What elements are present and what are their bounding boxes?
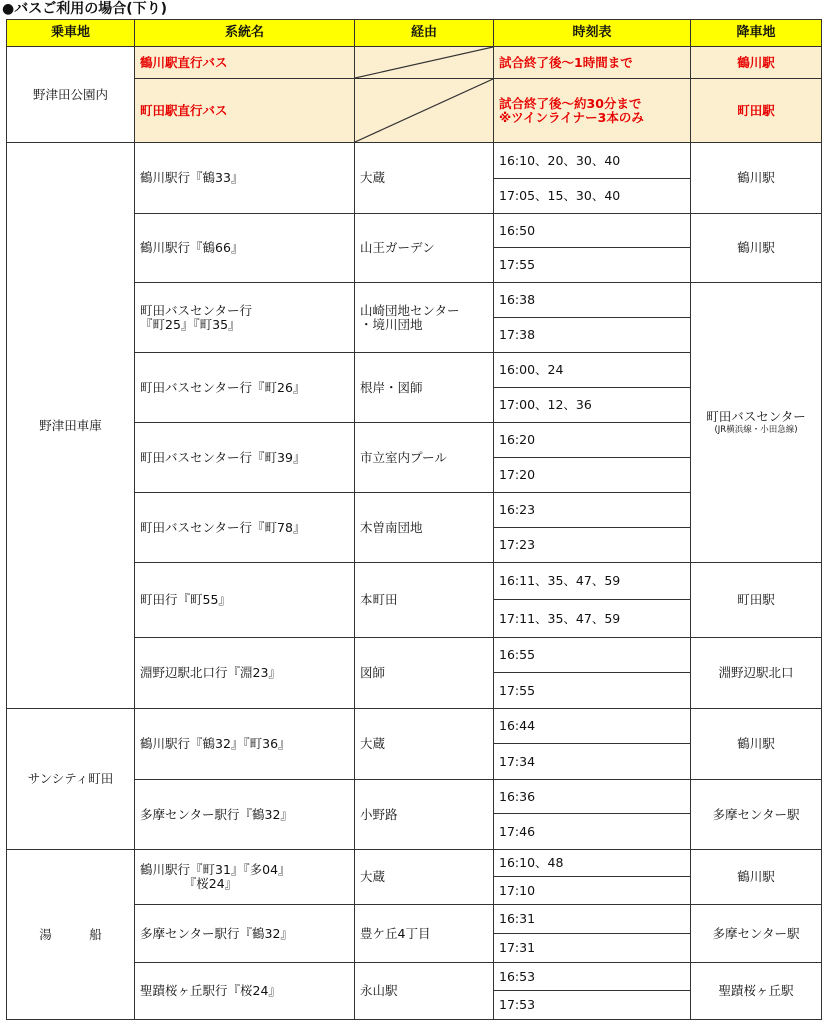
alighting-stop: 淵野辺駅北口: [691, 638, 822, 709]
route-name: [135, 638, 355, 709]
via: [355, 850, 494, 905]
line-text: 多摩センター駅行『鶴32』: [140, 925, 293, 941]
alighting-stop: 鶴川駅: [691, 47, 822, 79]
route-name: [135, 423, 355, 493]
boarding-stop: 湯 船: [7, 850, 135, 1020]
route-name: 町田駅直行バス: [135, 79, 355, 143]
alighting-stop: 町田駅: [691, 563, 822, 638]
line-text: 淵野辺駅北口行『淵23』: [140, 665, 281, 680]
alighting-stop: 多摩センター駅: [691, 780, 822, 850]
departure-times: 17:55: [494, 248, 691, 283]
departure-times: 16:10、20、30、40: [494, 143, 691, 179]
departure-times: 16:10、48: [494, 850, 691, 877]
line-text: 町田バスセンター行『町39』: [140, 449, 306, 465]
line-text: 鶴川駅行『鶴66』: [140, 240, 244, 255]
timetable-row: [7, 850, 822, 877]
departure-times: 16:55: [494, 638, 691, 673]
via: [355, 563, 494, 638]
line-text: 鶴川駅行『鶴32』『町36』: [140, 736, 291, 751]
alighting-stop: 鶴川駅: [691, 214, 822, 283]
route-name: [135, 709, 355, 780]
line-text: 鶴川駅行『鶴33』: [140, 170, 244, 185]
departure-times: 16:36: [494, 780, 691, 814]
alighting-stop: 鶴川駅: [691, 850, 822, 905]
boarding-stop: 野津田車庫: [7, 143, 135, 709]
header-via: 経由: [355, 20, 494, 47]
line-text: 小野路: [360, 806, 398, 822]
line-text: 山王ガーデン: [360, 240, 435, 255]
via: [355, 143, 494, 214]
via: [355, 353, 494, 423]
boarding-stop: 野津田公園内: [7, 47, 135, 143]
line-text: 多摩センター駅行『鶴32』: [140, 806, 293, 822]
route-name: [135, 905, 355, 963]
line-text: 図師: [360, 665, 386, 680]
line-text: 鶴川駅行『町31』『多04』: [140, 862, 291, 877]
via: [355, 905, 494, 963]
via: [355, 493, 494, 563]
line-text: 木曽南団地: [360, 519, 423, 535]
departure-times: 17:53: [494, 991, 691, 1020]
via: [355, 283, 494, 353]
line-text: 町田バスセンター行『町78』: [140, 519, 306, 535]
departure-times: 17:00、12、36: [494, 388, 691, 423]
alighting-stop: 鶴川駅: [691, 709, 822, 780]
merged-dest-sub: (JR横浜線・小田急線): [714, 425, 798, 435]
direct-bus-row: [7, 47, 822, 79]
line-text: 大蔵: [360, 869, 386, 884]
line-text: 大蔵: [360, 170, 386, 185]
route-name: [135, 283, 355, 353]
departure-times: 16:11、35、47、59: [494, 563, 691, 600]
via: [355, 214, 494, 283]
service-hours: [494, 79, 691, 143]
line-text: 本町田: [360, 592, 398, 607]
departure-times: 17:11、35、47、59: [494, 600, 691, 638]
departure-times: 16:20: [494, 423, 691, 458]
departure-times: 16:53: [494, 963, 691, 991]
line-text: 試合終了後～約30分まで: [499, 95, 642, 111]
timetable-row: [7, 143, 822, 179]
departure-times: 16:44: [494, 709, 691, 744]
via: [355, 638, 494, 709]
departure-times: 17:20: [494, 458, 691, 493]
alighting-stop: 町田駅: [691, 79, 822, 143]
route-name: [135, 780, 355, 850]
service-hours: [494, 47, 691, 79]
line-text: 町田バスセンター行『町26』: [140, 379, 306, 395]
departure-times: 16:00、24: [494, 353, 691, 388]
boarding-stop: サンシティ町田: [7, 709, 135, 850]
departure-times: 16:31: [494, 905, 691, 934]
via-cell-empty: [355, 47, 494, 79]
header-route-name: 系統名: [135, 20, 355, 47]
departure-times: 17:23: [494, 528, 691, 563]
departure-times: 16:38: [494, 283, 691, 318]
route-name: [135, 963, 355, 1020]
bus-timetable: [6, 19, 822, 1020]
line-text: 聖蹟桜ヶ丘駅行『桜24』: [140, 983, 281, 998]
route-name: [135, 214, 355, 283]
timetable-row: [7, 709, 822, 744]
line-text: ※ツインライナー3本のみ: [499, 109, 644, 125]
departure-times: 16:23: [494, 493, 691, 528]
route-name: 鶴川駅直行バス: [135, 47, 355, 79]
via: [355, 423, 494, 493]
route-name: [135, 850, 355, 905]
header-row: [7, 20, 822, 47]
header-alighting-stop: 降車地: [691, 20, 822, 47]
line-text: 永山駅: [360, 983, 398, 998]
route-name: [135, 353, 355, 423]
departure-times: 17:38: [494, 318, 691, 353]
route-name: [135, 143, 355, 214]
departure-times: 17:55: [494, 673, 691, 709]
line-text: 『桜24』: [140, 876, 238, 891]
departure-times: 17:31: [494, 934, 691, 963]
line-text: 豊ケ丘4丁目: [360, 925, 431, 941]
alighting-stop-merged: [691, 283, 822, 563]
departure-times: 17:10: [494, 877, 691, 905]
line-text: 『町25』『町35』: [140, 316, 241, 332]
departure-times: 17:05、15、30、40: [494, 179, 691, 214]
departure-times: 17:46: [494, 814, 691, 850]
line-text: 市立室内プール: [360, 449, 447, 465]
merged-dest-name: 町田バスセンター: [706, 409, 806, 424]
line-text: 町田バスセンター行: [140, 302, 253, 318]
via-cell-empty: [355, 79, 494, 143]
alighting-stop: 聖蹟桜ヶ丘駅: [691, 963, 822, 1020]
departure-times: 17:34: [494, 744, 691, 780]
alighting-stop: 多摩センター駅: [691, 905, 822, 963]
route-name: [135, 563, 355, 638]
via: [355, 780, 494, 850]
header-boarding-stop: 乗車地: [7, 20, 135, 47]
line-text: 試合終了後～1時間まで: [499, 54, 633, 70]
page-title: ●バスご利用の場合(下り): [2, 1, 168, 17]
route-name: [135, 493, 355, 563]
via: [355, 709, 494, 780]
line-text: 根岸・図師: [360, 379, 423, 395]
header-timetable: 時刻表: [494, 20, 691, 47]
line-text: 大蔵: [360, 736, 386, 751]
line-text: 町田行『町55』: [140, 592, 231, 607]
via: [355, 963, 494, 1020]
line-text: ・境川団地: [360, 316, 423, 332]
alighting-stop: 鶴川駅: [691, 143, 822, 214]
line-text: 山崎団地センター: [360, 302, 460, 318]
departure-times: 16:50: [494, 214, 691, 248]
